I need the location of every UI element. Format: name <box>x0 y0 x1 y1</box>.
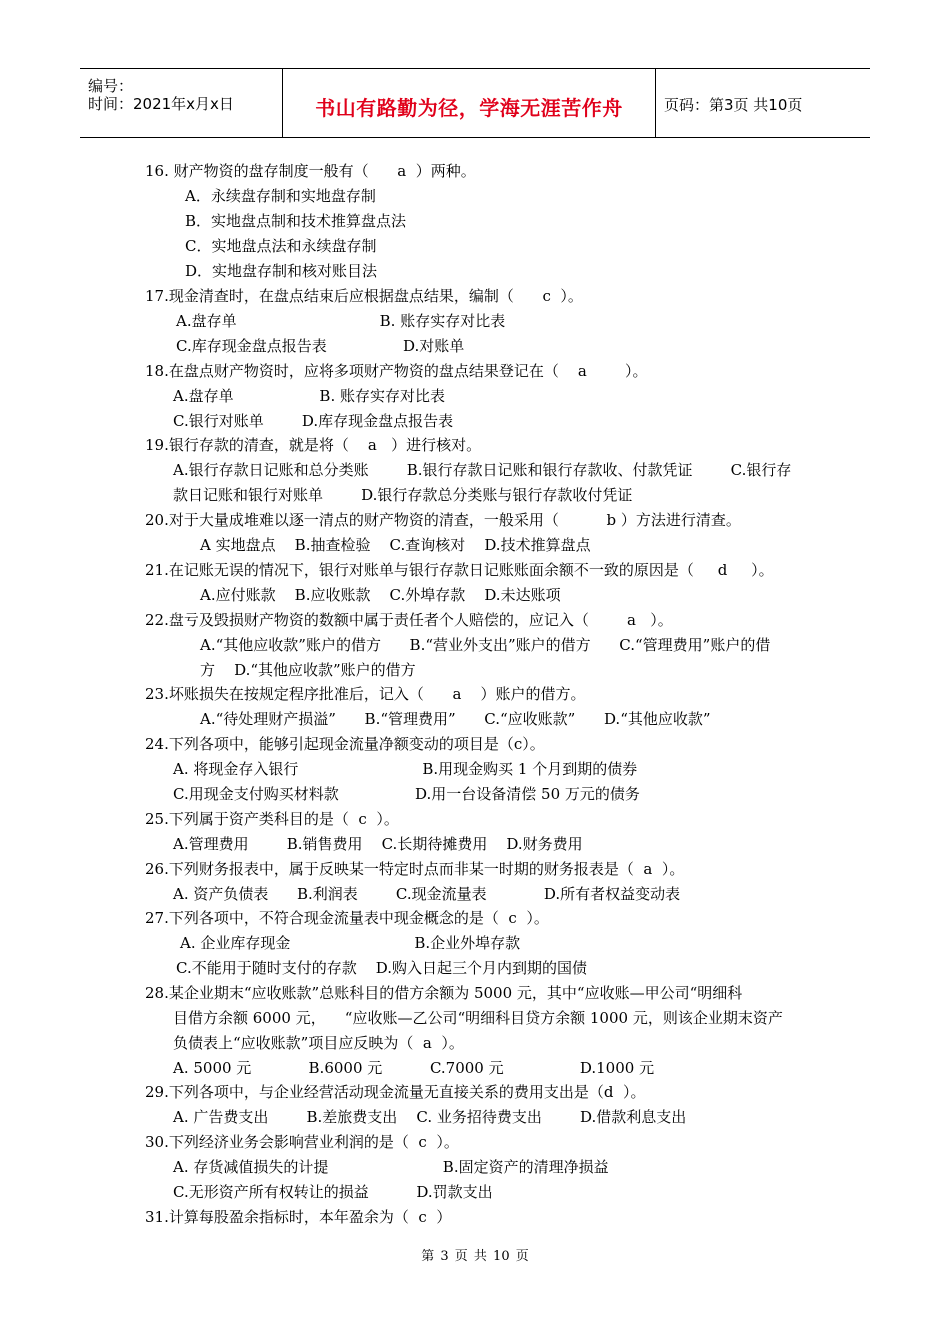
option-line: A.管理费用 B.销售费用 C.长期待摊费用 D.财务费用 <box>173 835 583 853</box>
page-footer: 第 3 页 共 10 页 <box>421 1249 529 1264</box>
option-line: C.库存现金盘点报告表 D.对账单 <box>176 337 465 355</box>
option-line: C．实地盘点法和永续盘存制 <box>185 237 377 255</box>
question-line: 18.在盘点财产物资时，应将多项财产物资的盘点结果登记在（ a ）。 <box>145 362 648 380</box>
question-line: 29.下列各项中，与企业经营活动现金流量无直接关系的费用支出是（d ）。 <box>145 1083 646 1101</box>
option-line: A.“待处理财产损溢” B.“管理费用” C.“应收账款” D.“其他应收款” <box>200 710 711 728</box>
option-line: C.不能用于随时支付的存款 D.购入日起三个月内到期的国债 <box>176 959 588 977</box>
question-line: 17.现金清查时，在盘点结束后应根据盘点结果，编制（ c ）。 <box>145 287 583 305</box>
question-line: 26.下列财务报表中，属于反映某一特定时点而非某一时期的财务报表是（ a ）。 <box>145 860 685 878</box>
option-line: A. 存货减值损失的计提 B.固定资产的清理净损益 <box>173 1158 609 1176</box>
question-line: 22.盘亏及毁损财产物资的数额中属于责任者个人赔偿的，应记入（ a ）。 <box>145 611 673 629</box>
option-line: A.盘存单 B. 账存实存对比表 <box>176 312 506 330</box>
question-line: 28.某企业期末“应收账款”总账科目的借方余额为 5000 元，其中“应收账—甲公司“明细科 <box>145 984 743 1002</box>
option-line: C.银行对账单 D.库存现金盘点报告表 <box>173 412 454 430</box>
option-line: B．实地盘点制和技术推算盘点法 <box>185 212 407 230</box>
question-line: 30.下列经济业务会影响营业利润的是（ c ）。 <box>145 1133 459 1151</box>
question-line: 24.下列各项中，能够引起现金流量净额变动的项目是（c）。 <box>145 735 545 753</box>
option-line: C.无形资产所有权转让的损益 D.罚款支出 <box>173 1183 493 1201</box>
header-motto: 书山有路勤为径，学海无涯苦作舟 <box>315 96 623 120</box>
document-time-label: 时间：2021年x月x日 <box>88 95 234 113</box>
question-line: 27.下列各项中，不符合现金流量表中现金概念的是（ c ）。 <box>145 909 549 927</box>
option-line: A.盘存单 B. 账存实存对比表 <box>173 387 445 405</box>
question-line: 19.银行存款的清查，就是将（ a ）进行核对。 <box>145 436 482 454</box>
question-line: 负债表上“应收账款”项目应反映为（ a ）。 <box>173 1034 464 1052</box>
question-line: 20.对于大量成堆难以逐一清点的财产物资的清查，一般采用（ b ）方法进行清查。 <box>145 511 741 529</box>
option-line: A.应付账款 B.应收账款 C.外埠存款 D.未达账项 <box>200 586 561 604</box>
option-line: A.“其他应收款”账户的借方 B.“营业外支出”账户的借方 C.“管理费用”账户的借 <box>200 636 771 654</box>
header-page-info: 页码：第3页 共10页 <box>664 96 803 114</box>
option-line: A. 广告费支出 B.差旅费支出 C. 业务招待费支出 D.借款利息支出 <box>173 1108 687 1126</box>
option-line: D．实地盘存制和核对账目法 <box>185 262 378 280</box>
document-number-label: 编号： <box>88 77 134 95</box>
option-line: A. 资产负债表 B.利润表 C.现金流量表 D.所有者权益变动表 <box>173 885 681 903</box>
option-line: A. 企业库存现金 B.企业外埠存款 <box>180 934 521 952</box>
question-line: 目借方余额 6000 元， “应收账—乙公司“明细科目贷方余额 1000 元，则该企业期末资产 <box>173 1009 783 1027</box>
question-line: 25.下列属于资产类科目的是（ c ）。 <box>145 810 399 828</box>
option-line: C.用现金支付购买材料款 D.用一台设备清偿 50 万元的债务 <box>173 785 640 803</box>
option-line: 方 D.“其他应收款”账户的借方 <box>200 661 416 679</box>
question-line: 23.坏账损失在按规定程序批准后，记入（ a ）账户的借方。 <box>145 685 586 703</box>
option-line: A. 5000 元 B.6000 元 C.7000 元 D.1000 元 <box>173 1059 655 1077</box>
option-line: A 实地盘点 B.抽查检验 C.查询核对 D.技术推算盘点 <box>200 536 591 554</box>
option-line: A.银行存款日记账和总分类账 B.银行存款日记账和银行存款收、付款凭证 C.银行存 <box>173 461 792 479</box>
question-line: 16. 财产物资的盘存制度一般有（ a ）两种。 <box>145 162 476 180</box>
option-line: 款日记账和银行对账单 D.银行存款总分类账与银行存款收付凭证 <box>173 486 633 504</box>
question-line: 31.计算每股盈余指标时，本年盈余为（ c ） <box>145 1208 452 1226</box>
option-line: A. 将现金存入银行 B.用现金购买 1 个月到期的债券 <box>173 760 638 778</box>
question-line: 21.在记账无误的情况下，银行对账单与银行存款日记账账面余额不一致的原因是（ d ）。 <box>145 561 774 579</box>
option-line: A．永续盘存制和实地盘存制 <box>185 187 376 205</box>
